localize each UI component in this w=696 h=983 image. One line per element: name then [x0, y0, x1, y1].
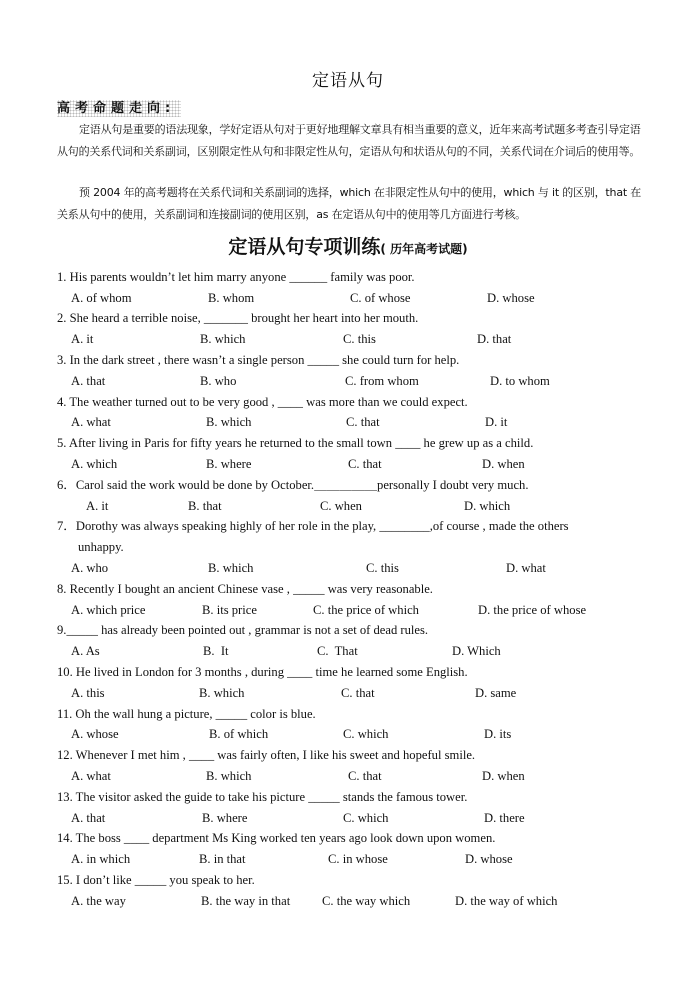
option-c: C. of whose [350, 291, 411, 305]
option-b: B. where [202, 811, 248, 825]
option-b: B. where [206, 457, 252, 471]
option-a: A. it [71, 332, 94, 346]
option-d: D. that [477, 332, 512, 346]
intro-paragraph-1: 定语从句是重要的语法现象，学好定语从句对于更好地理解文章具有相当重要的意义，近年来高考试题多考查引导定语从句的关系代词和关系副词，区别限定性从句和非限定性从句，定语从句和状语从句的不同，关系代词在介词后的使用等。 [57, 123, 641, 158]
option-a: A. it [86, 499, 109, 513]
question-stem: 2. She heard a terrible noise, _______ brought her heart into her mouth. [57, 311, 419, 325]
option-c: C. which [343, 727, 389, 741]
exercise-title [0, 232, 696, 259]
option-c: C. that [348, 769, 382, 783]
question-stem: 9._____ has already been pointed out , grammar is not a set of dead rules. [57, 623, 429, 637]
option-b: B. that [188, 499, 222, 513]
option-a: A. which price [71, 603, 146, 617]
option-c: C. this [366, 561, 399, 575]
intro-paragraph-2: 预 2004 年的高考题将在关系代词和关系副词的选择，which 在非限定性从句中的使用，which 与 it 的区别，that 在关系从句中的使用，关系副词和连接副词的使用区别，as 在定语从句中的使用等几方面进行考核。 [57, 186, 642, 221]
option-b: B. the way in that [201, 894, 291, 908]
question-stem: 3. In the dark street , there wasn’t a single person _____ she could turn for help. [57, 353, 460, 367]
question-stem: 11. Oh the wall hung a picture, _____ color is blue. [57, 707, 316, 721]
option-b: B. which [206, 769, 252, 783]
option-c: C. that [341, 686, 375, 700]
question-stem: 13. The visitor asked the guide to take his picture _____ stands the famous tower. [57, 790, 468, 804]
option-c: C. which [343, 811, 389, 825]
option-d: D. its [484, 727, 512, 741]
option-a: A. what [71, 769, 111, 783]
option-a: A. As [71, 644, 100, 658]
option-a: A. the way [71, 894, 126, 908]
option-c: C. That [317, 644, 358, 658]
option-a: A. that [71, 374, 106, 388]
option-d: D. it [485, 415, 508, 429]
question-stem: 4. The weather turned out to be very good , ____ was more than we could expect. [57, 395, 468, 409]
question-stem: 6．Carol said the work would be done by October.＿＿＿＿＿personally I doubt very much. [57, 478, 529, 492]
option-d: D. whose [487, 291, 535, 305]
option-b: B. of which [209, 727, 269, 741]
question-stem: 5. After living in Paris for fifty years he returned to the small town ____ he grew up as a child. [57, 436, 534, 450]
option-a: A. which [71, 457, 118, 471]
option-d: D. Which [452, 644, 501, 658]
option-b: B. who [200, 374, 237, 388]
option-a: A. who [71, 561, 109, 575]
question-stem-continued: unhappy. [78, 540, 124, 554]
option-a: A. that [71, 811, 106, 825]
exercise-title-paren: ( 历年高考试题) [380, 242, 468, 256]
option-c: C. when [320, 499, 362, 513]
option-b: B. which [199, 686, 245, 700]
option-d: D. when [482, 457, 525, 471]
page-title: 定语从句 [312, 71, 384, 91]
option-b: B. in that [199, 852, 246, 866]
option-c: C. that [348, 457, 382, 471]
option-d: D. the way of which [455, 894, 558, 908]
question-stem: 1. His parents wouldn’t let him marry anyone ______ family was poor. [57, 270, 415, 284]
question-stem: 8. Recently I bought an ancient Chinese vase , _____ was very reasonable. [57, 582, 433, 596]
option-c: C. from whom [345, 374, 419, 388]
option-a: A. what [71, 415, 111, 429]
option-d: D. same [475, 686, 517, 700]
option-b: B. which [206, 415, 252, 429]
question-stem: 14. The boss ____ department Ms King worked ten years ago look down upon women. [57, 831, 496, 845]
question-stem: 10. He lived in London for 3 months , during ____ time he learned some English. [57, 665, 468, 679]
option-c: C. in whose [328, 852, 388, 866]
option-d: D. there [484, 811, 525, 825]
option-b: B. its price [202, 603, 257, 617]
option-c: C. that [346, 415, 380, 429]
option-c: C. the way which [322, 894, 411, 908]
section-heading: 高考命题走向: [57, 100, 181, 117]
question-stem: 15. I don’t like _____ you speak to her. [57, 873, 255, 887]
option-b: B. which [200, 332, 246, 346]
option-d: D. which [464, 499, 511, 513]
option-d: D. what [506, 561, 546, 575]
exercise-title-text: 定语从句专项训练 [228, 236, 381, 258]
option-b: B. It [203, 644, 229, 658]
option-c: C. the price of which [313, 603, 419, 617]
option-a: A. this [71, 686, 105, 700]
option-a: A. in which [71, 852, 131, 866]
option-b: B. whom [208, 291, 255, 305]
option-d: D. to whom [490, 374, 550, 388]
option-a: A. whose [71, 727, 119, 741]
question-stem: 7．Dorothy was always speaking highly of her role in the play, ________,of course , made the others [57, 519, 569, 533]
option-d: D. whose [465, 852, 513, 866]
option-c: C. this [343, 332, 376, 346]
option-b: B. which [208, 561, 254, 575]
option-a: A. of whom [71, 291, 132, 305]
option-d: D. when [482, 769, 525, 783]
option-d: D. the price of whose [478, 603, 587, 617]
question-stem: 12. Whenever I met him , ____ was fairly often, I like his sweet and hopeful smile. [57, 748, 476, 762]
